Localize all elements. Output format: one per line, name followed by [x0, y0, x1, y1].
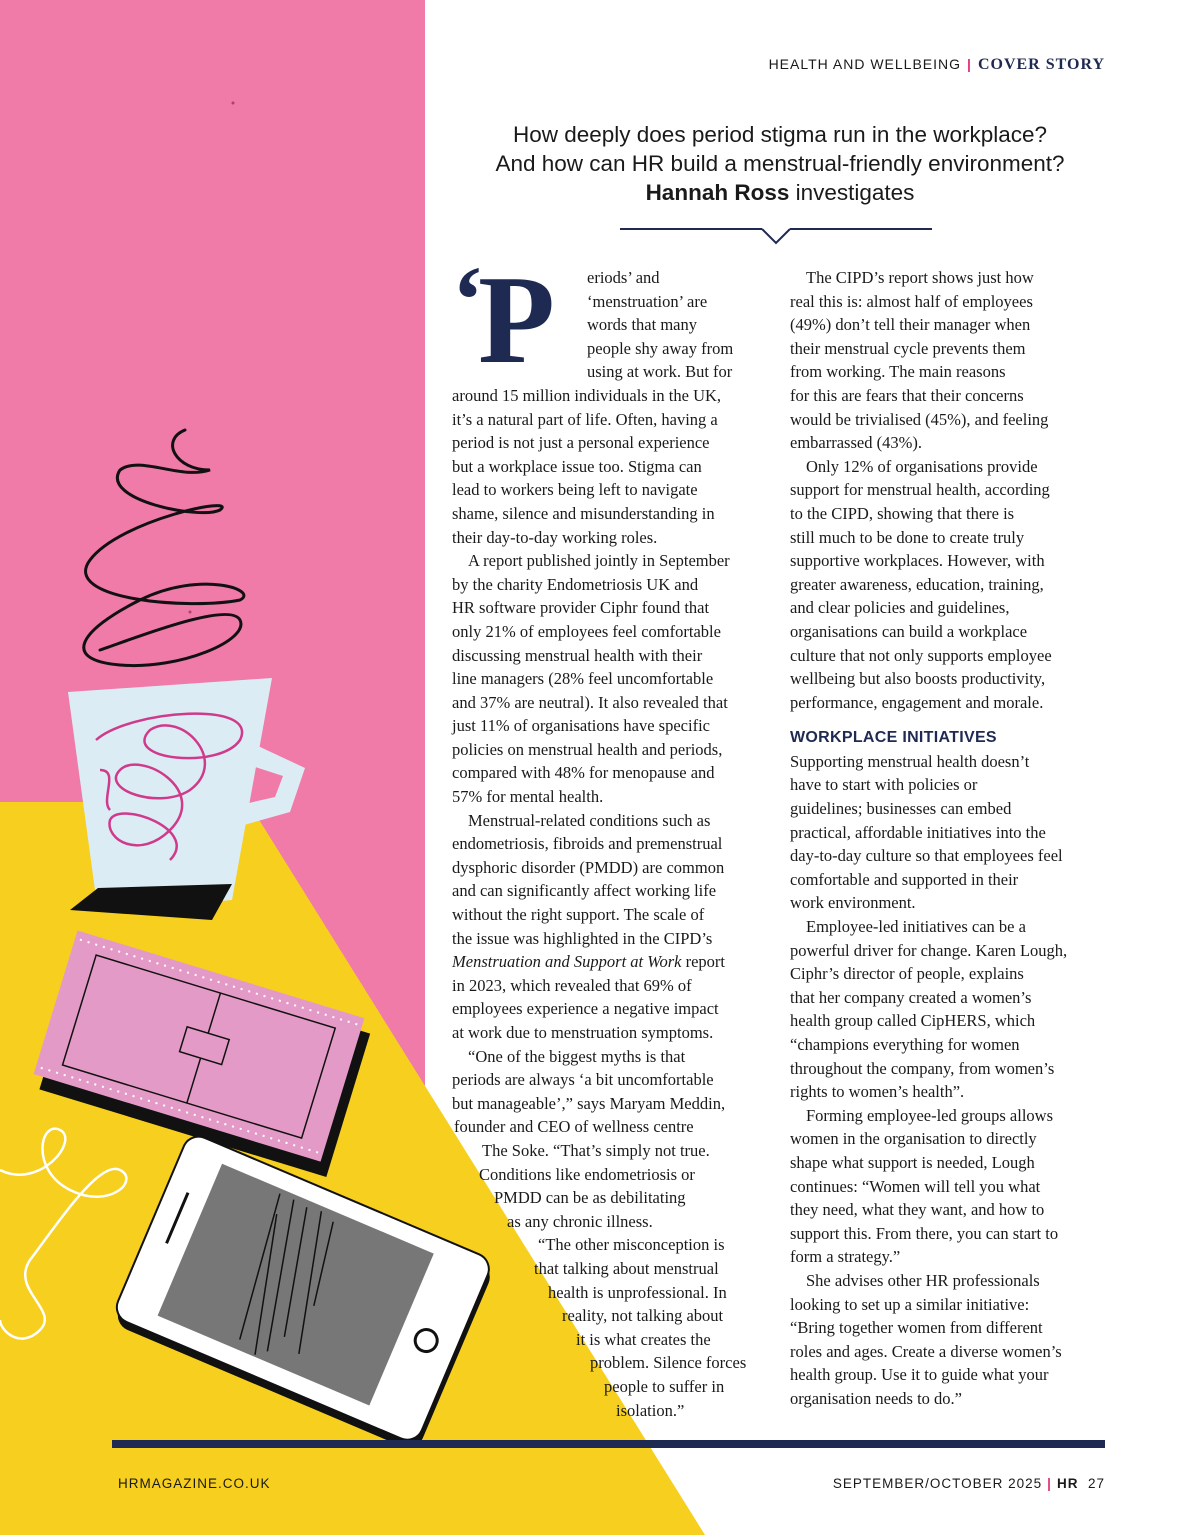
footer-rule	[112, 1440, 1105, 1448]
text-line: looking to set up a similar initiative:	[790, 1294, 1030, 1314]
paragraph	[452, 1045, 770, 1234]
text-line: founder and CEO of wellness centre	[454, 1117, 694, 1137]
text-line: work environment.	[790, 893, 916, 913]
standfirst-line-1: How deeply does period stigma run in the workplace?	[512, 122, 1048, 147]
text-line: supportive workplaces. However, with	[790, 551, 1045, 571]
text-line: using at work. But for	[587, 362, 733, 382]
text-line: and can significantly affect working life	[452, 881, 717, 901]
text-line: people to suffer in	[604, 1376, 725, 1396]
text-line: throughout the company, from women’s	[790, 1058, 1055, 1078]
magazine-name: HR	[1056, 1476, 1079, 1491]
footer-divider: |	[1047, 1476, 1052, 1491]
text-line: PMDD can be as debilitating	[494, 1188, 686, 1208]
paragraph	[790, 750, 1110, 915]
text-line: health is unprofessional. In	[548, 1282, 727, 1302]
text-line: shame, silence and misunderstanding in	[452, 503, 715, 523]
text-line: “One of the biggest myths is that	[468, 1046, 686, 1066]
text-line: their day-to-day working roles.	[452, 527, 658, 547]
text-line: lead to workers being left to navigate	[452, 480, 698, 500]
text-line: A report published jointly in September	[468, 551, 730, 571]
text-line: from working. The main reasons	[790, 362, 1006, 382]
text-line: people shy away from	[587, 338, 734, 358]
text-line: that her company created a women’s	[790, 987, 1032, 1007]
text-line: but manageable’,” says Maryam Meddin,	[452, 1093, 726, 1113]
text-line: in 2023, which revealed that 69% of	[452, 975, 692, 995]
text-line: and 37% are neutral). It also revealed that	[452, 692, 728, 712]
header-divider: |	[967, 56, 972, 72]
text-line: line managers (28% feel uncomfortable	[452, 669, 714, 689]
paragraph	[452, 266, 770, 549]
text-line: for this are fears that their concerns	[790, 385, 1024, 405]
text-line: She advises other HR professionals	[806, 1270, 1040, 1290]
text-line: as any chronic illness.	[507, 1211, 653, 1231]
text-line: shape what support is needed, Lough	[790, 1152, 1035, 1172]
text-line: they need, what they want, and how to	[790, 1200, 1045, 1220]
text-line: to the CIPD, showing that there is	[790, 503, 1015, 523]
running-header	[769, 56, 1105, 74]
text-line: Ciphr’s director of people, explains	[790, 964, 1024, 984]
text-line: Forming employee-led groups allows	[806, 1105, 1054, 1125]
paragraph	[452, 809, 770, 1045]
text-line: endometriosis, fibroids and premenstrual	[452, 834, 723, 854]
text-line: health group called CipHERS, which	[790, 1011, 1036, 1031]
text-line: greater awareness, education, training,	[790, 574, 1044, 594]
text-line: just 11% of organisations have specific	[452, 716, 710, 736]
steam-dot	[189, 611, 192, 614]
text-line: wellbeing but also boosts productivity,	[790, 669, 1046, 689]
paragraph	[790, 1269, 1110, 1411]
steam-dot	[232, 102, 235, 105]
paragraph	[452, 1233, 770, 1422]
text-line: discussing menstrual health with their	[452, 645, 703, 665]
text-line: day-to-day culture so that employees feel	[790, 846, 1063, 866]
text-line: organisation needs to do.”	[790, 1388, 962, 1408]
text-line: “The other misconception is	[538, 1235, 725, 1255]
text-line: without the right support. The scale of	[452, 905, 705, 925]
text-line: at work due to menstruation symptoms.	[452, 1023, 714, 1042]
subheading: WORKPLACE INITIATIVES	[790, 729, 997, 747]
text-line: The CIPD’s report shows just how	[806, 268, 1034, 287]
text-line	[452, 950, 770, 974]
text-line: (49%) don’t tell their manager when	[790, 315, 1031, 335]
text-line: support this. From there, you can start to	[790, 1223, 1059, 1243]
text-line: the issue was highlighted in the CIPD’s	[452, 928, 713, 948]
text-line: “champions everything for women	[790, 1035, 1020, 1054]
text-line: it is what creates the	[576, 1329, 711, 1349]
byline-suffix: investigates	[789, 180, 915, 205]
text-line: policies on menstrual health and periods,	[452, 739, 723, 759]
text-line: periods are always ‘a bit uncomfortable	[452, 1070, 714, 1090]
text-line: rights to women’s health”.	[790, 1082, 965, 1102]
text-line: reality, not talking about	[562, 1306, 724, 1326]
cover-story-label: COVER STORY	[977, 56, 1105, 73]
text-line: Menstrual-related conditions such as	[468, 810, 711, 830]
text-line: compared with 48% for menopause and	[452, 763, 715, 783]
text-line: “Bring together women from different	[790, 1318, 1043, 1338]
text-line: HR software provider Ciphr found that	[452, 598, 710, 618]
report-title-suffix: report	[681, 952, 726, 972]
paragraph	[452, 549, 770, 809]
text-line: but a workplace issue too. Stigma can	[452, 456, 702, 476]
text-line: organisations can build a workplace	[790, 621, 1028, 641]
text-line: that talking about menstrual	[534, 1258, 719, 1278]
footer-issue-info	[833, 1476, 1105, 1491]
text-line: performance, engagement and morale.	[790, 692, 1044, 712]
text-line: words that many	[587, 315, 697, 335]
text-line: form a strategy.”	[790, 1247, 901, 1267]
text-line: powerful driver for change. Karen Lough,	[790, 940, 1068, 960]
text-line: Conditions like endometriosis or	[479, 1164, 695, 1184]
paragraph	[790, 915, 1110, 1104]
author-name: Hannah Ross	[645, 180, 790, 205]
text-line: support for menstrual health, according	[790, 480, 1050, 500]
page-number: 27	[1087, 1476, 1105, 1491]
chevron-down-icon	[762, 229, 790, 243]
standfirst-line-2: And how can HR build a menstrual-friendly environment?	[495, 151, 1065, 176]
text-line: comfortable and supported in their	[790, 869, 1019, 889]
text-line: real this is: almost half of employees	[790, 291, 1033, 311]
issue-date: SEPTEMBER/OCTOBER 2025	[832, 1476, 1043, 1491]
text-line: guidelines; businesses can embed	[790, 799, 1012, 819]
text-line: roles and ages. Create a diverse women’s	[790, 1341, 1062, 1361]
text-line: Only 12% of organisations provide	[806, 456, 1038, 476]
text-line: still much to be done to create truly	[790, 527, 1025, 547]
text-line: have to start with policies or	[790, 775, 978, 795]
text-line: health group. Use it to guide what your	[790, 1365, 1049, 1385]
text-line: only 21% of employees feel comfortable	[452, 621, 721, 641]
text-line: would be trivialised (45%), and feeling	[790, 409, 1049, 429]
drop-cap-quote: ‘	[452, 246, 484, 353]
section-label: HEALTH AND WELLBEING	[768, 56, 962, 72]
text-line: employees experience a negative impact	[452, 999, 719, 1019]
text-line: period is not just a personal experience	[452, 433, 710, 453]
text-line: 57% for mental health.	[452, 787, 604, 807]
text-line: ‘menstruation’ are	[587, 291, 708, 311]
text-line: culture that not only supports employee	[790, 645, 1052, 665]
text-line: their menstrual cycle prevents them	[790, 338, 1026, 358]
article-column-right	[790, 266, 1110, 1411]
standfirst	[440, 120, 1120, 207]
text-line: embarrassed (43%).	[790, 433, 922, 453]
text-line: it’s a natural part of life. Often, having a	[452, 409, 718, 429]
text-line: around 15 million individuals in the UK,	[452, 385, 722, 405]
paragraph	[790, 1104, 1110, 1269]
text-line: Employee-led initiatives can be a	[806, 917, 1026, 937]
drop-cap-letter: P	[478, 251, 555, 390]
standfirst-byline	[440, 178, 1120, 207]
text-line: by the charity Endometriosis UK and	[452, 574, 699, 594]
text-line: practical, affordable initiatives into the	[790, 822, 1046, 842]
text-line: eriods’ and	[587, 268, 660, 287]
report-title: Menstruation and Support at Work	[452, 952, 682, 972]
paragraph	[790, 455, 1110, 715]
text-line: isolation.”	[616, 1400, 685, 1420]
text-line: The Soke. “That’s simply not true.	[482, 1140, 710, 1160]
text-line: Supporting menstrual health doesn’t	[790, 751, 1030, 771]
text-line: problem. Silence forces	[590, 1353, 747, 1373]
text-line: and clear policies and guidelines,	[790, 598, 1010, 618]
text-line: women in the organisation to directly	[790, 1129, 1037, 1149]
text-line: continues: “Women will tell you what	[790, 1176, 1041, 1196]
footer-website[interactable]: HRMAGAZINE.CO.UK	[118, 1476, 271, 1491]
text-line: dysphoric disorder (PMDD) are common	[452, 857, 725, 877]
article-column-left	[452, 266, 770, 1422]
paragraph	[790, 266, 1110, 455]
